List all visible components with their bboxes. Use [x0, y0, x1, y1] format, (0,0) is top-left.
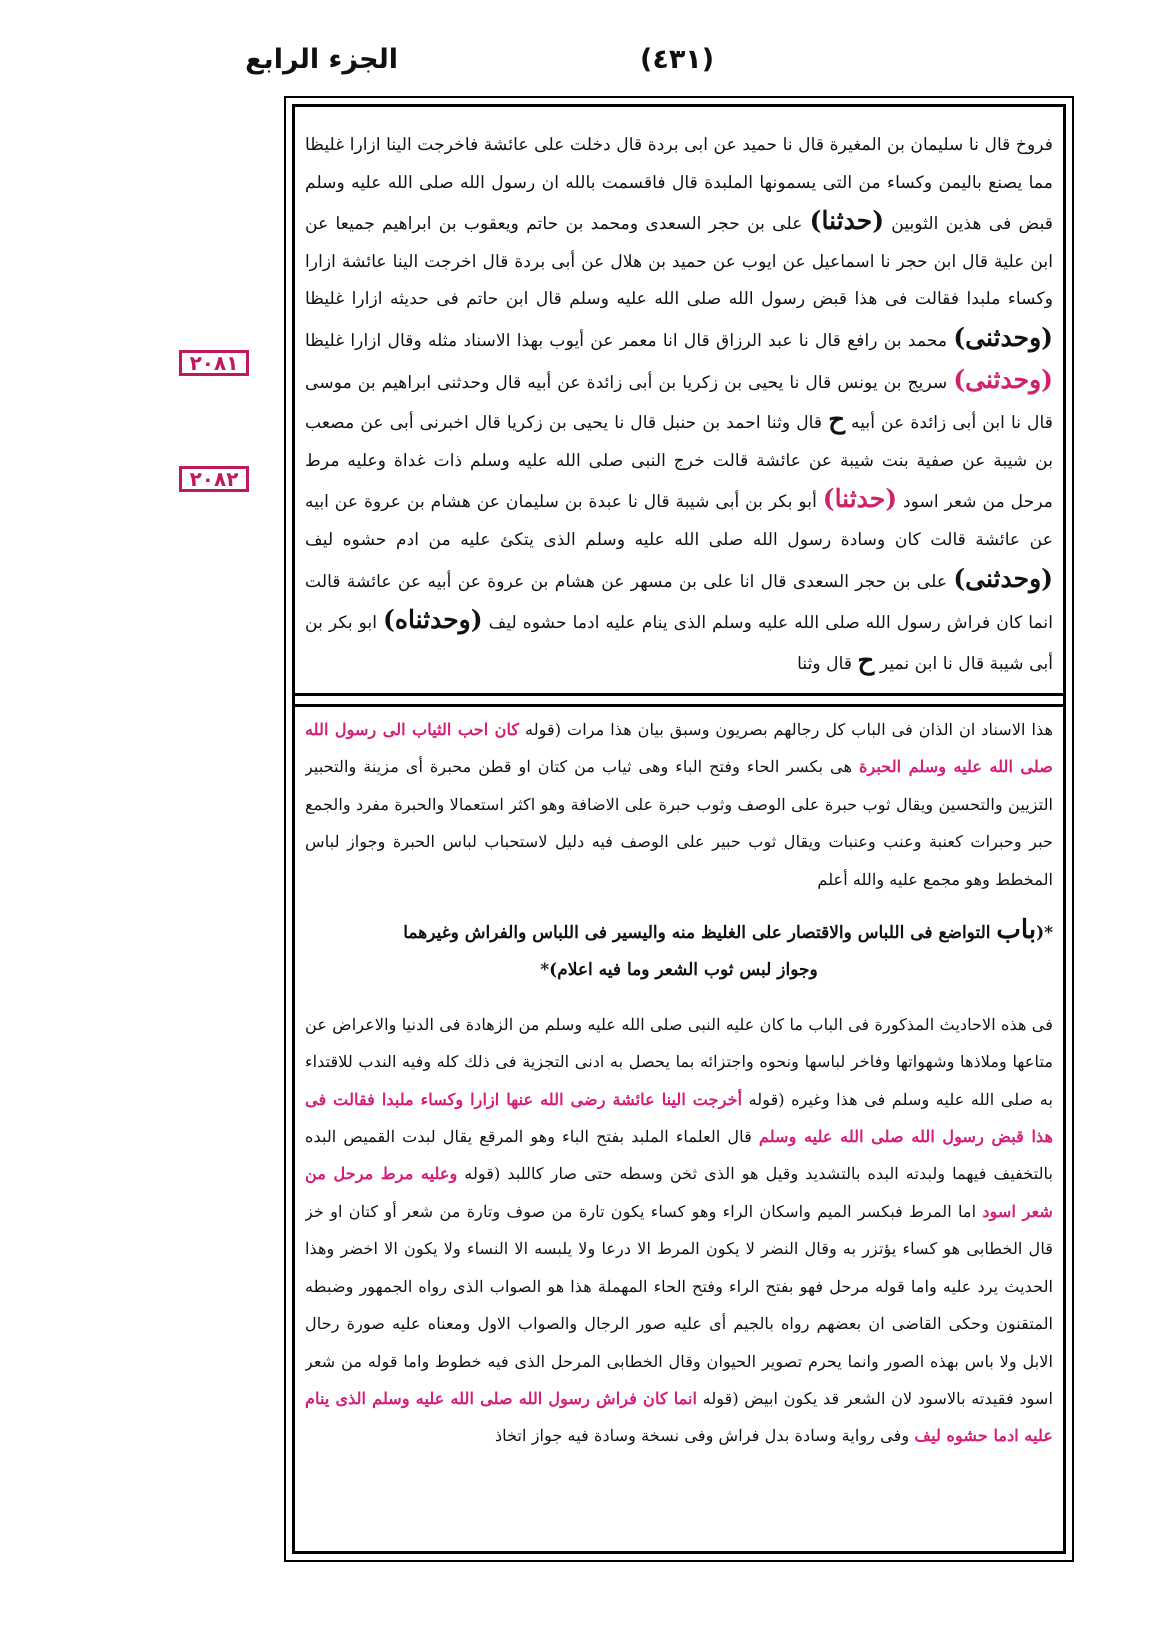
hadith-text: فروخ قال نا سليمان بن المغيرة قال نا حميد عن ابى بردة قال دخلت على عائشة فاخرجت الينا ازارا غليظا مما يصنع باليمن وكساء من التى يسمونها الملبدة قال فاقسمت بالله ان رسول الله صلى الله عليه وسلم قبض فى هذين الثوبين — [305, 135, 1053, 235]
commentary-text: هى بكسر الحاء وفتح الباء وهى ثياب من كتان او قطن محبرة أى مزينة والتحبير التزيين والتحسين ويقال ثوب حبرة على الوصف وثوب حبرة على الاضافة وهو اكثر استعمالا والحبرة مفرد والجمع حبر وحبرات كعنبة وعنب وعنبات ويقال ثوب حبير على الوصف فيه دليل لاستحباب لباس الحبرة وجواز لباس المخطط وهو مجمع عليه والله أعلم — [305, 757, 1053, 889]
hadith-text: أبو بكر بن أبى شيبة قال نا عبدة بن سليمان عن هشام بن عروة عن ابيه عن عائشة قالت كان وسادة رسول الله صلى الله عليه وسلم الذى يتكئ عليه من ادم حشوه ليف — [305, 492, 1053, 550]
hadith-text: على بن حجر السعدى قال انا على بن مسهر عن هشام بن عروة عن أبيه عن عائشة قالت انما كان فراش رسول الله صلى الله عليه وسلم الذى ينام عليه ادما حشوه ليف — [305, 571, 1053, 634]
hadith-number-marker: ٢٠٨١ — [179, 350, 249, 376]
chapter-title: التواضع فى اللباس والاقتصار على الغليظ منه واليسير فى اللباس والفراش وغيرهما — [403, 923, 991, 944]
page-frame-inner — [292, 104, 1066, 1554]
narration-keyword: (حدثنا) — [809, 206, 885, 236]
page-header — [0, 44, 1158, 92]
tahwil-symbol: ح — [828, 405, 845, 436]
hadith-text: قال وثنا — [797, 653, 853, 674]
narration-keyword: (وحدثناه) — [383, 605, 483, 635]
page-number: (٤٣١) — [640, 44, 715, 75]
chapter-bracket: *( — [1036, 923, 1053, 944]
page-frame — [284, 96, 1074, 1562]
section-divider — [295, 693, 1063, 707]
commentary-text: اما المرط فبكسر الميم واسكان الراء وهو كساء يكون تارة من صوف وتارة من شعر أو كتان او خز قال الخطابى هو كساء يؤتزر به وقال النضر لا يكون المرط الا درعا ولا يلبسه الا النساء ولا يكون الا اخضر وهذا الحديث يرد عليه واما قوله مرحل فهو بفتح الراء وفتح الحاء المهملة هذا هو الصواب الذى رواه الجمهور وضبطه المتقنون وحكى القاضى ان بعضهم رواه بالجيم أى عليه صور الرجال والصواب الاول ومعناه عليه صورة رحال الابل ولا باس بهذه الصور وانما يحرم تصوير الحيوان وقال الخطابى المرحل الذى فيه خطوط واما قوله من شعر اسود فقيدته بالاسود لان الشعر قد يكون ابيض (قوله — [305, 1201, 1053, 1408]
hadith-number-marker: ٢٠٨٢ — [179, 466, 249, 492]
hadith-text: ابو بكر بن أبى شيبة قال نا ابن نمير — [305, 613, 1053, 674]
hadith-text: سريج بن يونس قال نا يحيى بن زكريا بن أبى زائدة عن أبيه قال وحدثنى ابراهيم بن موسى قال نا ابن أبى زائدة عن أبيه — [305, 372, 1053, 434]
quoted-hadith: أخرجت الينا عائشة رضى الله عنها ازارا وكساء ملبدا فقالت فى هذا قبض رسول الله صلى الله عليه وسلم — [305, 1089, 1053, 1147]
commentary-text: وفى رواية وسادة بدل فراش وفى نسخة وسادة فيه جواز اتخاذ — [494, 1426, 910, 1446]
narration-keyword: (وحدثنى) — [953, 322, 1053, 352]
commentary-text: فى هذه الاحاديث المذكورة فى الباب ما كان عليه النبى صلى الله عليه وسلم من الزهادة فى الدنيا والاعراض عن متاعها وملاذها وشهواتها وفاخر لباسها ونحوه واجتزائه بما يحصل به ادنى التجزية فى ذلك كله وفيه الندب للاقتداء به صلى الله عليه وسلم فى هذا وغيره (قوله — [305, 1014, 1053, 1109]
chapter-title-continued: وجواز لبس ثوب الشعر وما فيه اعلام)* — [540, 960, 818, 981]
commentary-text: قال العلماء الملبد بفتح الباء وهو المرقع يقال لبدت القميص البده بالتخفيف فيهما ولبدته البده بالتشديد وقيل هو الذى ثخن وسطه حتى صار كاللبد (قوله — [305, 1127, 1053, 1184]
commentary-paragraph — [305, 1006, 1053, 1455]
hadith-text-block — [305, 127, 1053, 683]
chapter-word: باب — [996, 915, 1037, 946]
commentary-block — [305, 711, 1053, 1543]
chapter-heading — [305, 912, 1053, 990]
commentary-text: هذا الاسناد ان الذان فى الباب كل رجالهم بصريون وسبق بيان هذا مرات (قوله — [525, 720, 1053, 739]
volume-title: الجزء الرابع — [245, 44, 398, 75]
narration-keyword: (وحدثنى) — [953, 563, 1053, 593]
tahwil-symbol: ح — [857, 645, 875, 676]
hadith-text: على بن حجر السعدى ومحمد بن حاتم ويعقوب بن ابراهيم جميعا عن ابن علية قال ابن حجر نا اسماعيل عن ايوب عن حميد بن هلال عن أبى بردة قال اخرجت الينا عائشة ازارا وكساء ملبدا فقالت فى هذا قبض رسول الله صلى الله عليه وسلم قال ابن حاتم فى حديثه ازارا غليظا — [305, 214, 1053, 310]
narration-keyword: (حدثنا) — [822, 484, 898, 514]
hadith-text: محمد بن رافع قال نا عبد الرزاق قال انا معمر عن أيوب بهذا الاسناد مثله وقال ازارا غليظا — [305, 330, 948, 351]
commentary-paragraph — [305, 711, 1053, 898]
quoted-hadith: انما كان فراش رسول الله صلى الله عليه وسلم الذى ينام عليه ادما حشوه ليف — [305, 1388, 1053, 1446]
hadith-text: قال وثنا احمد بن حنبل قال نا يحيى بن زكريا قال اخبرنى أبى عن مصعب بن شيبة عن صفية بنت شيبة عن عائشة قالت خرج النبى صلى الله عليه وسلم ذات غداة وعليه مرط مرحل من شعر اسود — [305, 413, 1053, 513]
quoted-hadith: كان احب الثياب الى رسول الله صلى الله عليه وسلم الحبرة — [305, 720, 1053, 777]
narration-keyword: (وحدثنى) — [953, 364, 1053, 394]
quoted-hadith: وعليه مرط مرحل من شعر اسود — [305, 1164, 1053, 1221]
